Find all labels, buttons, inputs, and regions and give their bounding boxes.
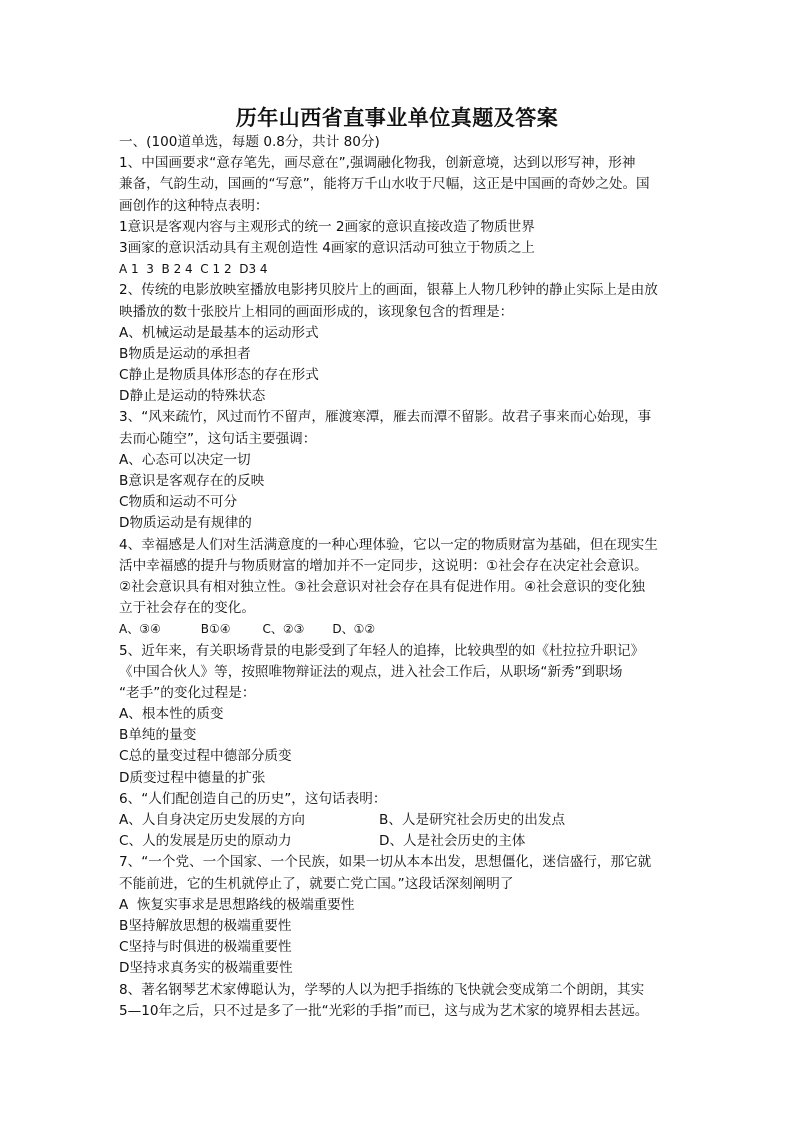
question-text: 5—10年之后，只不过是多了一批“光彩的手指”而已，这与成为艺术家的境界相去甚远。 [119,1002,649,1019]
option-row [119,810,677,831]
choice-d: D、①② [332,622,376,637]
question-4 [119,535,677,641]
option-b: B物质是运动的承担者 [119,345,251,362]
option-a: A、心态可以决定一切 [119,451,251,468]
question-text: ②社会意识具有相对独立性。③社会意识对社会存在具有促进作用。④社会意识的变化独 [119,578,645,595]
option-c: C总的量变过程中德部分质变 [119,748,292,765]
document-body [119,132,677,1022]
choice-b: B①④ [200,622,231,637]
option-c: C物质和运动不可分 [119,494,238,511]
question-3 [119,407,677,534]
question-2 [119,280,677,407]
question-text: 2、传统的电影放映室播放电影拷贝胶片上的画面，银幕上人物几秒钟的静止实际上是由放 [119,282,658,299]
answer-choices [119,619,677,640]
choice-c: C、②③ [262,622,305,637]
option-c: C、人的发展是历史的原动力 [119,833,292,850]
question-6 [119,789,677,853]
option-c: C静止是物质具体形态的存在形式 [119,367,319,384]
question-7 [119,852,677,979]
question-8 [119,980,677,1022]
statement-options: 3画家的意识活动具有主观创造性 4画家的意识活动可独立于物质之上 [119,239,535,256]
question-text: 6、“人们配创造自己的历史”，这句话表明： [119,790,387,807]
option-a: A、机械运动是最基本的运动形式 [119,324,319,341]
option-b: B坚持解放思想的极端重要性 [119,917,292,934]
question-text: 去而心随空”，这句话主要强调： [119,430,317,447]
option-d: D质变过程中德量的扩张 [119,769,266,786]
question-text: 3、“风来疏竹，风过而竹不留声，雁渡寒潭，雁去而潭不留影。故君子事来而心始现，事 [119,409,652,426]
option-b: B、人是研究社会历史的出发点 [379,812,566,828]
question-text: 4、幸福感是人们对生活满意度的一种心理体验，它以一定的物质财富为基础，但在现实生 [119,536,658,553]
option-b: B单纯的量变 [119,727,197,744]
section-heading: 一、(100道单选，每题 0.8分，共计 80分) [119,134,380,150]
question-text: 活中幸福感的提升与物质财富的增加并不一定同步，这说明：①社会存在决定社会意识。 [119,557,648,574]
option-a: A、根本性的质变 [119,706,224,723]
question-text: 5、近年来，有关职场背景的电影受到了年轻人的追捧，比较典型的如《杜拉拉升职记》 [119,642,645,659]
option-d: D物质运动是有规律的 [119,515,252,532]
option-d: D、人是社会历史的主体 [379,833,526,850]
option-d: D静止是运动的特殊状态 [119,388,266,405]
document-title: 历年山西省直事业单位真题及答案 [235,105,559,130]
question-text: 1、中国画要求“意存笔先，画尽意在”,强调融化物我，创新意境，达到以形写神，形神 [119,155,636,172]
option-d: D坚持求真务实的极端重要性 [119,960,293,977]
answer-choices: A 1 3 B 2 4 C 1 2 D3 4 [119,262,268,277]
question-text: 不能前进，它的生机就停止了，就要亡党亡国。”这段话深刻阐明了 [119,875,514,892]
option-a: A、人自身决定历史发展的方向 [119,812,306,828]
option-c: C坚持与时俱进的极端重要性 [119,939,292,956]
option-b: B意识是客观存在的反映 [119,473,265,489]
question-5 [119,641,677,789]
option-a: A 恢复实事求是思想路线的极端重要性 [119,896,355,913]
option-row [119,831,677,852]
question-text: 画创作的这种特点表明： [119,197,269,214]
statement-options: 1意识是客观内容与主观形式的统一 2画家的意识直接改造了物质世界 [119,218,535,235]
question-text: 兼备，气韵生动，国画的“写意”，能将万千山水收于尺幅，这正是中国画的奇妙之处。国 [119,176,650,193]
question-text: “老手”的变化过程是： [119,684,256,701]
question-text: 7、“一个党、一个国家、一个民族，如果一切从本本出发，思想僵化，迷信盛行，那它就 [119,854,652,871]
question-text: 8、著名钢琴艺术家傅聪认为，学琴的人以为把手指练的飞快就会变成第二个朗朗，其实 [119,981,645,998]
question-text: 《中国合伙人》等，按照唯物辩证法的观点，进入社会工作后，从职场“新秀”到职场 [119,663,623,680]
question-text: 映播放的数十张胶片上相同的画面形成的，该现象包含的哲理是： [119,303,514,320]
question-text: 立于社会存在的变化。 [119,600,255,617]
question-1 [119,153,677,280]
choice-a: A、③④ [119,622,161,637]
